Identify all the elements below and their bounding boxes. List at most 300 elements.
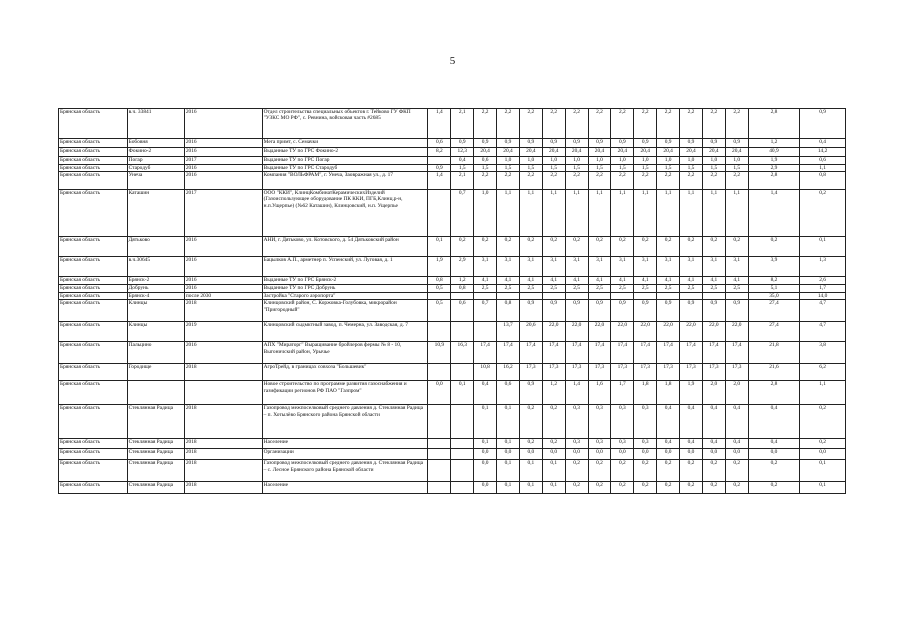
- value-cell: 0,2: [542, 439, 565, 449]
- object-cell: Компания "ВОЛЬФРАМ", г. Унеча, Заовражная ул., д. 17: [262, 172, 428, 190]
- value-cell: 2,1: [451, 172, 474, 190]
- year-cell: 2016: [184, 257, 262, 277]
- value-cell: 1,0: [680, 157, 703, 165]
- value-cell: 22,0: [725, 322, 748, 342]
- value-cell: 2,2: [588, 172, 611, 190]
- region-cell: Брянская область: [59, 190, 128, 237]
- value-cell: 0,9: [519, 381, 542, 405]
- region-cell: Брянская область: [59, 139, 128, 148]
- value-cell: 0,9: [519, 139, 542, 148]
- value-cell: 0,5: [428, 285, 451, 293]
- region-cell: Брянская область: [59, 342, 128, 364]
- value-cell: 6,2: [800, 364, 846, 381]
- value-cell: 1,4: [748, 190, 799, 237]
- value-cell: 4,1: [565, 277, 588, 285]
- value-cell: [428, 460, 451, 482]
- value-cell: 0,9: [680, 139, 703, 148]
- value-cell: 0,2: [702, 460, 725, 482]
- value-cell: 0,1: [474, 405, 497, 439]
- value-cell: [428, 293, 451, 300]
- region-cell: Брянская область: [59, 405, 128, 439]
- value-cell: [451, 322, 474, 342]
- value-cell: 0,4: [680, 439, 703, 449]
- value-cell: 35,0: [748, 293, 799, 300]
- value-cell: 0,0: [588, 449, 611, 460]
- value-cell: 0,0: [800, 449, 846, 460]
- value-cell: 1,5: [565, 165, 588, 172]
- year-cell: 2018: [184, 300, 262, 322]
- value-cell: 2,2: [542, 109, 565, 139]
- value-cell: 0,2: [611, 237, 634, 257]
- year-cell: 2019: [184, 322, 262, 342]
- value-cell: 3,1: [474, 257, 497, 277]
- value-cell: 0,4: [451, 157, 474, 165]
- value-cell: 2,5: [497, 285, 520, 293]
- station-cell: Фокино-2: [127, 148, 184, 157]
- value-cell: 40,9: [748, 148, 799, 157]
- station-cell: в.ч.30645: [127, 257, 184, 277]
- value-cell: 0,0: [519, 449, 542, 460]
- value-cell: 0,3: [611, 439, 634, 449]
- value-cell: 20,4: [680, 148, 703, 157]
- value-cell: [565, 293, 588, 300]
- value-cell: 0,4: [657, 405, 680, 439]
- year-cell: 2016: [184, 172, 262, 190]
- value-cell: 1,5: [474, 165, 497, 172]
- value-cell: [702, 293, 725, 300]
- value-cell: 0,0: [725, 449, 748, 460]
- value-cell: 0,0: [702, 449, 725, 460]
- value-cell: 2,2: [680, 172, 703, 190]
- year-cell: 2018: [184, 482, 262, 494]
- value-cell: 1,2: [542, 381, 565, 405]
- value-cell: 0,0: [474, 482, 497, 494]
- value-cell: 3,1: [588, 257, 611, 277]
- value-cell: 20,4: [725, 148, 748, 157]
- value-cell: 2,9: [748, 165, 799, 172]
- value-cell: 1,3: [800, 257, 846, 277]
- object-cell: Выданные ТУ по ГРС Фокино-2: [262, 148, 428, 157]
- value-cell: 1,1: [634, 190, 657, 237]
- value-cell: 0,1: [519, 482, 542, 494]
- value-cell: 1,5: [519, 165, 542, 172]
- value-cell: 3,1: [497, 257, 520, 277]
- value-cell: 3,1: [565, 257, 588, 277]
- value-cell: 0,2: [611, 460, 634, 482]
- value-cell: 1,8: [657, 381, 680, 405]
- value-cell: 2,0: [725, 381, 748, 405]
- value-cell: 0,9: [519, 300, 542, 322]
- year-cell: [184, 381, 262, 405]
- value-cell: 0,8: [451, 285, 474, 293]
- year-cell: 2016: [184, 285, 262, 293]
- value-cell: 22,0: [565, 322, 588, 342]
- value-cell: 0,2: [680, 482, 703, 494]
- value-cell: 2,5: [474, 285, 497, 293]
- value-cell: 17,4: [611, 342, 634, 364]
- value-cell: 0,0: [497, 449, 520, 460]
- value-cell: 0,2: [800, 405, 846, 439]
- value-cell: 20,4: [702, 148, 725, 157]
- value-cell: [428, 405, 451, 439]
- year-cell: 2016: [184, 139, 262, 148]
- value-cell: 0,2: [565, 237, 588, 257]
- object-cell: Отдел строительства специальных объектов г. Тейково ГУ ФКП "УЗКС МО РФ", с. Ревнина, войсковая часть #2685: [262, 109, 428, 139]
- value-cell: 1,9: [680, 381, 703, 405]
- value-cell: 0,2: [702, 482, 725, 494]
- object-cell: АПХ "Мираторг" Выращивание бройлеров фермы № 8 - 10, Выгоничский район, Урычье: [262, 342, 428, 364]
- year-cell: 2018: [184, 449, 262, 460]
- value-cell: 20,4: [634, 148, 657, 157]
- value-cell: 3,1: [611, 257, 634, 277]
- region-cell: Брянская область: [59, 172, 128, 190]
- value-cell: 1,0: [634, 157, 657, 165]
- value-cell: 3,1: [657, 257, 680, 277]
- value-cell: 0,0: [680, 449, 703, 460]
- value-cell: [451, 482, 474, 494]
- value-cell: 3,1: [725, 257, 748, 277]
- value-cell: 1,1: [680, 190, 703, 237]
- value-cell: 0,1: [497, 405, 520, 439]
- value-cell: 2,6: [800, 277, 846, 285]
- value-cell: 1,1: [611, 190, 634, 237]
- value-cell: 20,4: [565, 148, 588, 157]
- value-cell: 17,4: [657, 342, 680, 364]
- value-cell: 17,4: [497, 342, 520, 364]
- station-cell: Городище: [127, 364, 184, 381]
- object-cell: Мега примт, с. Семачки: [262, 139, 428, 148]
- value-cell: 17,3: [565, 364, 588, 381]
- year-cell: 2018: [184, 405, 262, 439]
- value-cell: 22,0: [542, 322, 565, 342]
- value-cell: 2,8: [748, 172, 799, 190]
- value-cell: 1,0: [519, 157, 542, 165]
- table-row: [59, 165, 846, 172]
- value-cell: 1,5: [542, 165, 565, 172]
- value-cell: 2,5: [680, 285, 703, 293]
- table-row: [59, 148, 846, 157]
- year-cell: 2018: [184, 439, 262, 449]
- value-cell: 1,0: [474, 190, 497, 237]
- value-cell: 4,1: [634, 277, 657, 285]
- value-cell: 1,1: [657, 190, 680, 237]
- value-cell: 0,1: [497, 439, 520, 449]
- value-cell: 0,9: [451, 139, 474, 148]
- value-cell: 4,1: [497, 277, 520, 285]
- value-cell: 1,0: [702, 157, 725, 165]
- table-row: [59, 285, 846, 293]
- value-cell: 0,9: [565, 300, 588, 322]
- value-cell: 1,4: [565, 381, 588, 405]
- value-cell: 2,2: [519, 109, 542, 139]
- object-cell: АНИ, г. Дятьково, ул. Котовского, д. 54 Дятьковский район: [262, 237, 428, 257]
- value-cell: 0,9: [542, 139, 565, 148]
- value-cell: 22,0: [588, 322, 611, 342]
- object-cell: Организации: [262, 449, 428, 460]
- value-cell: 0,2: [542, 405, 565, 439]
- station-cell: Дятьково: [127, 237, 184, 257]
- value-cell: 0,6: [800, 157, 846, 165]
- value-cell: 0,6: [497, 381, 520, 405]
- value-cell: 0,3: [565, 439, 588, 449]
- value-cell: 17,4: [474, 342, 497, 364]
- object-cell: Выданные ТУ по ГРС Погар: [262, 157, 428, 165]
- value-cell: 0,2: [657, 460, 680, 482]
- value-cell: 2,2: [634, 172, 657, 190]
- value-cell: 0,1: [497, 482, 520, 494]
- value-cell: 17,4: [680, 342, 703, 364]
- station-cell: Унеча: [127, 172, 184, 190]
- value-cell: 0,9: [565, 139, 588, 148]
- value-cell: 0,8: [497, 300, 520, 322]
- object-cell: ООО "ККИ", КлинцКомбинатКерамическихИзделий (Газоиспользующее оборудование ПК ККИ, ПГБ,Клинц.р-н, н.п.Ущерпье) (№62 Каташин), Клинцовский, н.п. Ущерпье: [262, 190, 428, 237]
- value-cell: 0,2: [725, 482, 748, 494]
- value-cell: [474, 322, 497, 342]
- value-cell: 2,2: [657, 172, 680, 190]
- value-cell: 27,4: [748, 300, 799, 322]
- value-cell: 4,1: [702, 277, 725, 285]
- station-cell: в.ч. 33841: [127, 109, 184, 139]
- value-cell: 0,5: [428, 300, 451, 322]
- region-cell: Брянская область: [59, 364, 128, 381]
- value-cell: 0,4: [748, 439, 799, 449]
- value-cell: 20,4: [542, 148, 565, 157]
- value-cell: 0,4: [702, 405, 725, 439]
- value-cell: 0,2: [680, 237, 703, 257]
- value-cell: 2,5: [542, 285, 565, 293]
- value-cell: 20,4: [611, 148, 634, 157]
- value-cell: 0,4: [474, 381, 497, 405]
- value-cell: 2,2: [634, 109, 657, 139]
- value-cell: 8,2: [748, 277, 799, 285]
- value-cell: 1,0: [611, 157, 634, 165]
- object-cell: Застройка "Старого аэропорта": [262, 293, 428, 300]
- value-cell: 17,3: [519, 364, 542, 381]
- region-cell: Брянская область: [59, 237, 128, 257]
- value-cell: 22,0: [657, 322, 680, 342]
- station-cell: Стародуб: [127, 165, 184, 172]
- object-cell: Население: [262, 482, 428, 494]
- value-cell: 2,9: [451, 257, 474, 277]
- region-cell: Брянская область: [59, 109, 128, 139]
- region-cell: Брянская область: [59, 285, 128, 293]
- value-cell: 2,5: [565, 285, 588, 293]
- value-cell: 1,9: [748, 157, 799, 165]
- value-cell: 20,4: [588, 148, 611, 157]
- value-cell: 2,8: [748, 109, 799, 139]
- gas-consumption-table: [58, 108, 846, 494]
- value-cell: 2,2: [611, 172, 634, 190]
- value-cell: 0,0: [657, 449, 680, 460]
- value-cell: 2,0: [702, 381, 725, 405]
- region-cell: Брянская область: [59, 322, 128, 342]
- value-cell: 1,6: [588, 381, 611, 405]
- value-cell: 2,1: [451, 109, 474, 139]
- value-cell: 0,2: [588, 237, 611, 257]
- value-cell: [428, 190, 451, 237]
- value-cell: 17,4: [542, 342, 565, 364]
- value-cell: 1,0: [725, 157, 748, 165]
- object-cell: Новое строительство по программе развития газоснабжения и газификации регионов РФ ПАО "Газпром": [262, 381, 428, 405]
- value-cell: 17,3: [702, 364, 725, 381]
- station-cell: Погар: [127, 157, 184, 165]
- value-cell: 4,7: [800, 322, 846, 342]
- value-cell: 3,1: [702, 257, 725, 277]
- value-cell: 0,2: [611, 482, 634, 494]
- value-cell: 3,1: [542, 257, 565, 277]
- value-cell: [611, 293, 634, 300]
- value-cell: 2,2: [542, 172, 565, 190]
- value-cell: 2,2: [565, 109, 588, 139]
- year-cell: 2018: [184, 364, 262, 381]
- object-cell: АгроТрейд, в границах совхоза "Большевик": [262, 364, 428, 381]
- value-cell: 0,9: [428, 165, 451, 172]
- value-cell: 21,8: [748, 342, 799, 364]
- value-cell: 4,7: [800, 300, 846, 322]
- value-cell: 17,3: [657, 364, 680, 381]
- year-cell: после 2030: [184, 293, 262, 300]
- value-cell: 0,2: [634, 460, 657, 482]
- value-cell: 2,2: [725, 172, 748, 190]
- value-cell: 0,4: [680, 405, 703, 439]
- value-cell: [451, 293, 474, 300]
- year-cell: 2016: [184, 237, 262, 257]
- value-cell: 1,5: [588, 165, 611, 172]
- value-cell: 20,6: [519, 322, 542, 342]
- value-cell: 0,9: [657, 139, 680, 148]
- station-cell: Брянск-2: [127, 277, 184, 285]
- value-cell: 0,2: [565, 482, 588, 494]
- value-cell: 4,1: [542, 277, 565, 285]
- value-cell: 0,4: [800, 139, 846, 148]
- value-cell: 2,5: [519, 285, 542, 293]
- region-cell: Брянская область: [59, 165, 128, 172]
- value-cell: 1,0: [542, 157, 565, 165]
- value-cell: 4,1: [588, 277, 611, 285]
- value-cell: 2,2: [611, 109, 634, 139]
- value-cell: 2,8: [748, 381, 799, 405]
- value-cell: 0,1: [474, 439, 497, 449]
- station-cell: Брянск-4: [127, 293, 184, 300]
- table-row: [59, 109, 846, 139]
- region-cell: Брянская область: [59, 449, 128, 460]
- value-cell: 0,1: [800, 482, 846, 494]
- value-cell: [428, 449, 451, 460]
- value-cell: 0,9: [611, 139, 634, 148]
- value-cell: 0,4: [725, 439, 748, 449]
- value-cell: 17,3: [588, 364, 611, 381]
- value-cell: 0,6: [451, 300, 474, 322]
- value-cell: 20,4: [519, 148, 542, 157]
- table-row: [59, 381, 846, 405]
- table-row: [59, 190, 846, 237]
- value-cell: [725, 293, 748, 300]
- station-cell: Каташин: [127, 190, 184, 237]
- value-cell: 8,2: [428, 148, 451, 157]
- value-cell: 17,3: [611, 364, 634, 381]
- value-cell: 1,2: [451, 277, 474, 285]
- value-cell: 1,4: [428, 172, 451, 190]
- value-cell: 0,9: [588, 139, 611, 148]
- value-cell: 0,1: [542, 460, 565, 482]
- value-cell: 0,1: [800, 460, 846, 482]
- table-row: [59, 237, 846, 257]
- value-cell: 2,2: [474, 172, 497, 190]
- value-cell: 2,2: [474, 109, 497, 139]
- value-cell: 0,2: [497, 237, 520, 257]
- value-cell: 4,1: [474, 277, 497, 285]
- value-cell: 0,2: [474, 237, 497, 257]
- table-row: [59, 460, 846, 482]
- value-cell: 0,2: [542, 237, 565, 257]
- station-cell: Стеклянная Радица: [127, 405, 184, 439]
- value-cell: 14,0: [800, 293, 846, 300]
- value-cell: 0,7: [474, 300, 497, 322]
- value-cell: 20,4: [474, 148, 497, 157]
- year-cell: 2016: [184, 342, 262, 364]
- value-cell: 2,5: [588, 285, 611, 293]
- table-row: [59, 364, 846, 381]
- value-cell: 17,3: [725, 364, 748, 381]
- object-cell: Выданные ТУ по ГРС Добрунь: [262, 285, 428, 293]
- value-cell: 0,6: [428, 139, 451, 148]
- table-row: [59, 293, 846, 300]
- value-cell: [428, 439, 451, 449]
- table-row: [59, 157, 846, 165]
- value-cell: [474, 293, 497, 300]
- value-cell: 0,9: [497, 139, 520, 148]
- value-cell: 0,0: [474, 460, 497, 482]
- value-cell: 4,1: [611, 277, 634, 285]
- value-cell: [519, 293, 542, 300]
- value-cell: 0,8: [428, 277, 451, 285]
- value-cell: 0,3: [634, 405, 657, 439]
- value-cell: 17,4: [565, 342, 588, 364]
- value-cell: 2,2: [725, 109, 748, 139]
- value-cell: 17,3: [680, 364, 703, 381]
- value-cell: 2,5: [702, 285, 725, 293]
- station-cell: [127, 381, 184, 405]
- value-cell: 2,2: [702, 109, 725, 139]
- value-cell: 0,0: [634, 449, 657, 460]
- value-cell: 0,0: [474, 449, 497, 460]
- value-cell: 0,1: [497, 460, 520, 482]
- value-cell: 0,2: [800, 439, 846, 449]
- value-cell: 0,9: [657, 300, 680, 322]
- value-cell: 0,2: [451, 237, 474, 257]
- year-cell: 2018: [184, 460, 262, 482]
- region-cell: Брянская область: [59, 157, 128, 165]
- value-cell: 0,8: [800, 172, 846, 190]
- value-cell: 3,1: [680, 257, 703, 277]
- value-cell: 2,5: [657, 285, 680, 293]
- year-cell: 2016: [184, 165, 262, 172]
- value-cell: 0,3: [588, 439, 611, 449]
- value-cell: [542, 293, 565, 300]
- value-cell: 0,2: [702, 237, 725, 257]
- value-cell: 1,5: [680, 165, 703, 172]
- value-cell: 1,1: [588, 190, 611, 237]
- region-cell: Брянская область: [59, 439, 128, 449]
- table-row: [59, 482, 846, 494]
- value-cell: 17,4: [702, 342, 725, 364]
- region-cell: Брянская область: [59, 482, 128, 494]
- value-cell: 0,2: [519, 237, 542, 257]
- value-cell: 17,4: [634, 342, 657, 364]
- value-cell: 0,2: [588, 460, 611, 482]
- value-cell: 0,2: [657, 237, 680, 257]
- value-cell: 12,3: [451, 148, 474, 157]
